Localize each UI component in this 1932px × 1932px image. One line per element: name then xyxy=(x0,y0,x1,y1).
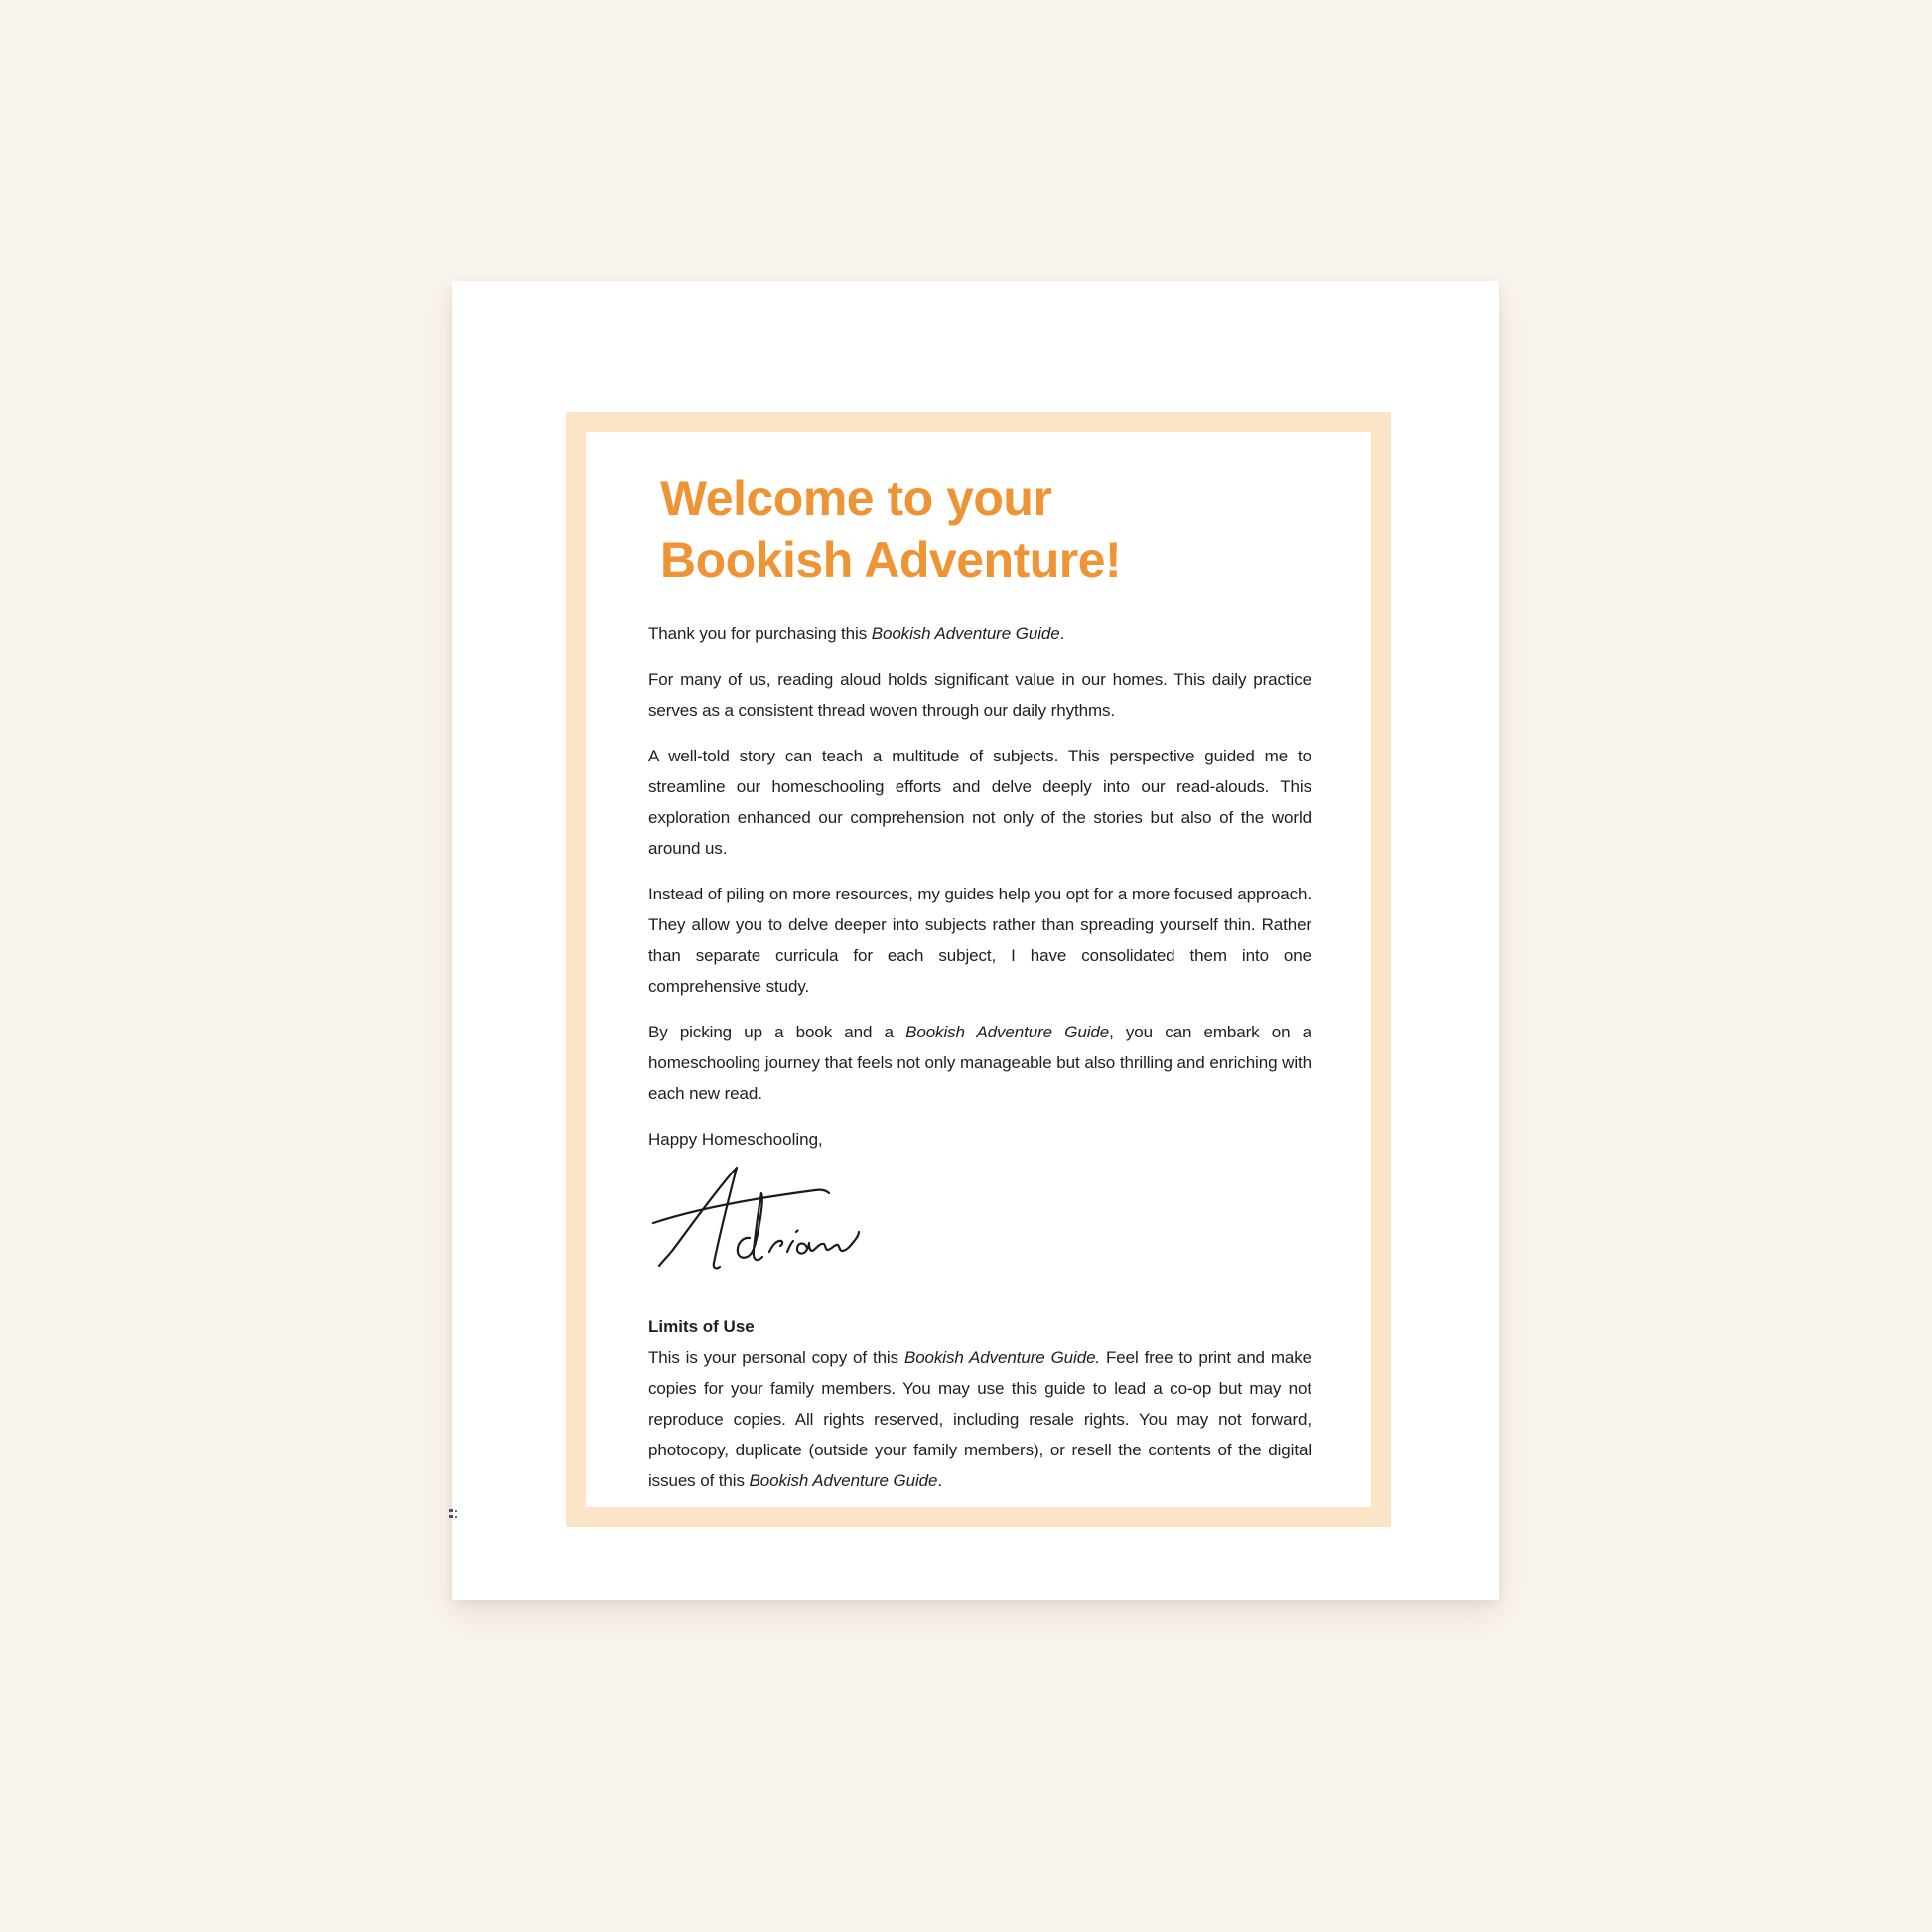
artifact-row xyxy=(449,1515,457,1518)
letter-content xyxy=(648,432,1311,1496)
limits-heading: Limits of Use xyxy=(648,1317,755,1336)
letter-paragraphs xyxy=(648,619,1311,1109)
page-edge-artifact xyxy=(449,1509,457,1518)
decorative-frame xyxy=(566,412,1391,1527)
page-title xyxy=(660,468,1311,591)
signature-stroke xyxy=(769,1241,782,1252)
signature-stroke xyxy=(796,1231,798,1233)
limits-block xyxy=(648,1311,1311,1496)
artifact-row xyxy=(449,1509,457,1512)
closing-line: Happy Homeschooling, xyxy=(648,1130,823,1149)
letter-paragraph: Instead of piling on more resources, my guides help you opt for a more focused approach. They allow you to delve deeper into subjects rather than spreading yourself thin. Rather than separate curricula for each subject, I have consolidated them into one comprehensive study. xyxy=(648,885,1311,996)
signature-stroke xyxy=(653,1190,829,1223)
signature-stroke xyxy=(797,1232,859,1254)
page-title-line1: Welcome to your xyxy=(660,471,1052,526)
letter-paragraph: Thank you for purchasing this Bookish Adventure Guide. xyxy=(648,624,1065,643)
signature-stroke xyxy=(787,1241,793,1252)
page-title-line2: Bookish Adventure! xyxy=(660,532,1122,588)
letter-paragraph: A well-told story can teach a multitude of subjects. This perspective guided me to streamline our homeschooling efforts and delve deeply into our read-alouds. This exploration enhanced our comprehension not only of the stories but also of the world around us. xyxy=(648,747,1311,858)
document-page xyxy=(452,281,1499,1600)
letter-paragraph: By picking up a book and a Bookish Adventure Guide, you can embark on a homeschooling journey that feels not only manageable but also thrilling and enriching with each new read. xyxy=(648,1023,1312,1103)
signature-stroke xyxy=(738,1193,762,1260)
signature xyxy=(650,1161,889,1272)
letter-paragraph: For many of us, reading aloud holds significant value in our homes. This daily practice serves as a consistent thread woven through our daily rhythms. xyxy=(648,670,1311,720)
limits-paragraph: This is your personal copy of this Bookish Adventure Guide. Feel free to print and make copies for your family members. You may use this guide to lead a co-op but may not reproduce copies. All rights reserved, including resale rights. You may not forward, photocopy, duplicate (outside your family members), or resell the contents of the digital issues of this Bookish Adventure Guide. xyxy=(648,1348,1312,1490)
